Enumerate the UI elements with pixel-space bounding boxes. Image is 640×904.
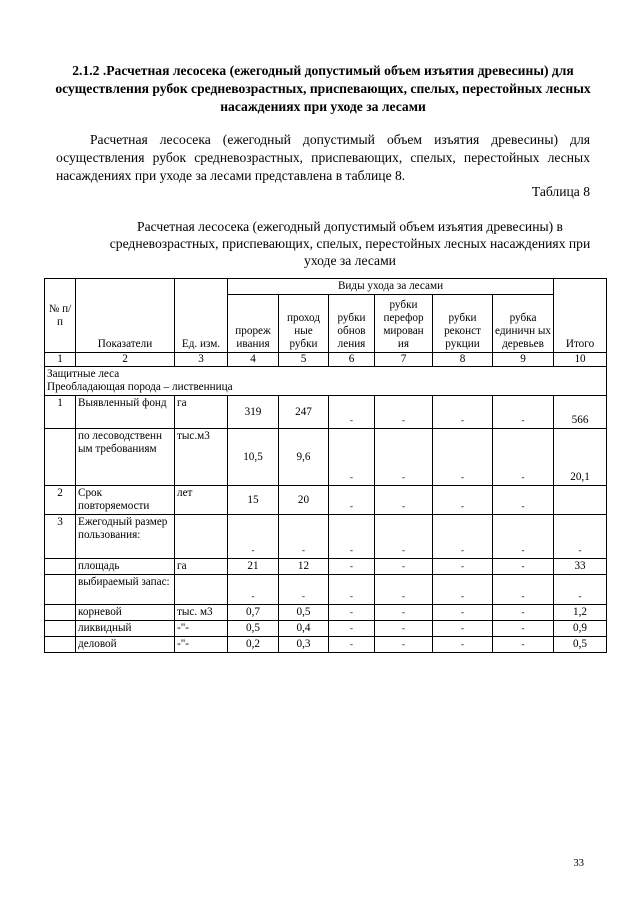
table-row [45,621,607,637]
value-cell: - [433,605,493,621]
column-number: 4 [228,353,279,367]
column-number: 5 [279,353,329,367]
section-dominant-species: Преобладающая порода – лиственница [47,381,233,393]
column-number: 8 [433,353,493,367]
unit-cell: -"- [175,621,228,637]
indicator-name: ликвидный [76,621,175,637]
header-total: Итого [554,279,607,353]
table-row [45,575,607,605]
indicator-name: деловой [76,637,175,653]
value-cell: - [433,515,493,559]
value-cell: 0,4 [279,621,329,637]
value-cell: - [493,486,554,515]
table-row [45,429,607,486]
value-cell: - [493,396,554,429]
value-cell: - [493,621,554,637]
value-cell: - [433,559,493,575]
value-cell: - [329,621,375,637]
value-cell: 0,5 [279,605,329,621]
unit-cell [175,575,228,605]
section-row [45,367,607,396]
value-cell: - [375,515,433,559]
value-cell: - [329,515,375,559]
header-single-tree-cuts: рубка единичн ых деревьев [493,295,554,353]
value-cell: - [329,396,375,429]
indicator-name: выбираемый запас: [76,575,175,605]
row-number [45,559,76,575]
value-cell: - [375,637,433,653]
value-cell: 0,5 [228,621,279,637]
value-cell [554,486,607,515]
unit-cell: -"- [175,637,228,653]
value-cell: - [375,605,433,621]
value-cell: - [493,515,554,559]
value-cell: - [554,515,607,559]
row-number: 3 [45,515,76,559]
indicator-name: по лесоводственн ым требованиям [76,429,175,486]
column-number: 2 [76,353,175,367]
value-cell: - [329,559,375,575]
value-cell: 15 [228,486,279,515]
table-row [45,486,607,515]
value-cell: - [329,575,375,605]
value-cell: - [375,429,433,486]
indicator-name: площадь [76,559,175,575]
header-unit: Ед. изм. [175,279,228,353]
value-cell: - [228,515,279,559]
section-protective-forests: Защитные леса [47,368,120,380]
table-row [45,515,607,559]
header-pass-cuts: проход ные рубки [279,295,329,353]
row-number [45,575,76,605]
value-cell: - [493,429,554,486]
table-label: Таблица 8 [531,184,590,199]
value-cell: - [329,486,375,515]
row-number: 2 [45,486,76,515]
value-cell: 247 [279,396,329,429]
value-cell: - [493,605,554,621]
table-row [45,559,607,575]
value-cell: - [433,429,493,486]
row-number [45,605,76,621]
value-cell: 0,3 [279,637,329,653]
row-number [45,429,76,486]
value-cell: - [329,429,375,486]
value-cell: 21 [228,559,279,575]
column-numbers-row [45,353,607,367]
value-cell: - [433,486,493,515]
unit-cell: га [175,396,228,429]
unit-cell: га [175,559,228,575]
value-cell: 566 [554,396,607,429]
value-cell: 10,5 [228,429,279,486]
value-cell: 0,9 [554,621,607,637]
indicator-name: корневой [76,605,175,621]
row-number [45,621,76,637]
value-cell: - [493,637,554,653]
indicator-name: Выявленный фонд [76,396,175,429]
column-number: 9 [493,353,554,367]
column-number: 3 [175,353,228,367]
value-cell: - [375,559,433,575]
header-renewal-cuts: рубки обнов ления [329,295,375,353]
header-reconstruction-cuts: рубки реконст рукции [433,295,493,353]
value-cell: - [375,396,433,429]
column-number: 10 [554,353,607,367]
header-indicators: Показатели [76,279,175,353]
section-heading: 2.1.2 .Расчетная лесосека (ежегодный допустимый объем изъятия древесины) для осуществления рубок средневозрастных, приспевающих, спелых, перестойных лесных насаждениях при уходе за лесами [55,63,591,114]
body-paragraph: Расчетная лесосека (ежегодный допустимый объем изъятия древесины) для осуществления рубок средневозрастных, приспевающих, спелых, перестойных лесных насаждениях при уходе за лесами представлена в таблице 8. [56,132,590,183]
allowable-cut-table [44,278,607,653]
value-cell: - [433,396,493,429]
column-number: 1 [45,353,76,367]
value-cell: - [329,605,375,621]
table-row [45,396,607,429]
value-cell: - [329,637,375,653]
value-cell: 0,7 [228,605,279,621]
value-cell: 0,5 [554,637,607,653]
unit-cell: тыс. м3 [175,605,228,621]
value-cell: 33 [554,559,607,575]
table-caption: Расчетная лесосека (ежегодный допустимый объем изъятия древесины) в средневозрастных, приспевающих, спелых, перестойных лесных насаждениях при уходе за лесами [109,219,591,268]
unit-cell: лет [175,486,228,515]
value-cell: - [493,559,554,575]
header-thinning: прореж ивания [228,295,279,353]
header-care-types: Виды ухода за лесами [228,279,554,295]
value-cell: - [279,575,329,605]
value-cell: 319 [228,396,279,429]
table-row [45,637,607,653]
value-cell: - [493,575,554,605]
value-cell: - [433,575,493,605]
value-cell: 20,1 [554,429,607,486]
value-cell: - [228,575,279,605]
value-cell: - [279,515,329,559]
value-cell: - [375,486,433,515]
value-cell: - [433,621,493,637]
value-cell: 0,2 [228,637,279,653]
column-number: 6 [329,353,375,367]
indicator-name: Срок повторяемости [76,486,175,515]
table-row [45,605,607,621]
header-reformation-cuts: рубки перефор мирован ия [375,295,433,353]
value-cell: 20 [279,486,329,515]
page-number: 33 [573,858,584,869]
value-cell: 9,6 [279,429,329,486]
value-cell: - [554,575,607,605]
value-cell: - [375,621,433,637]
value-cell: 12 [279,559,329,575]
row-number: 1 [45,396,76,429]
row-number [45,637,76,653]
value-cell: 1,2 [554,605,607,621]
unit-cell [175,515,228,559]
value-cell: - [375,575,433,605]
value-cell: - [433,637,493,653]
indicator-name: Ежегодный размер пользования: [76,515,175,559]
column-number: 7 [375,353,433,367]
header-no: № п/п [45,279,76,353]
unit-cell: тыс.м3 [175,429,228,486]
